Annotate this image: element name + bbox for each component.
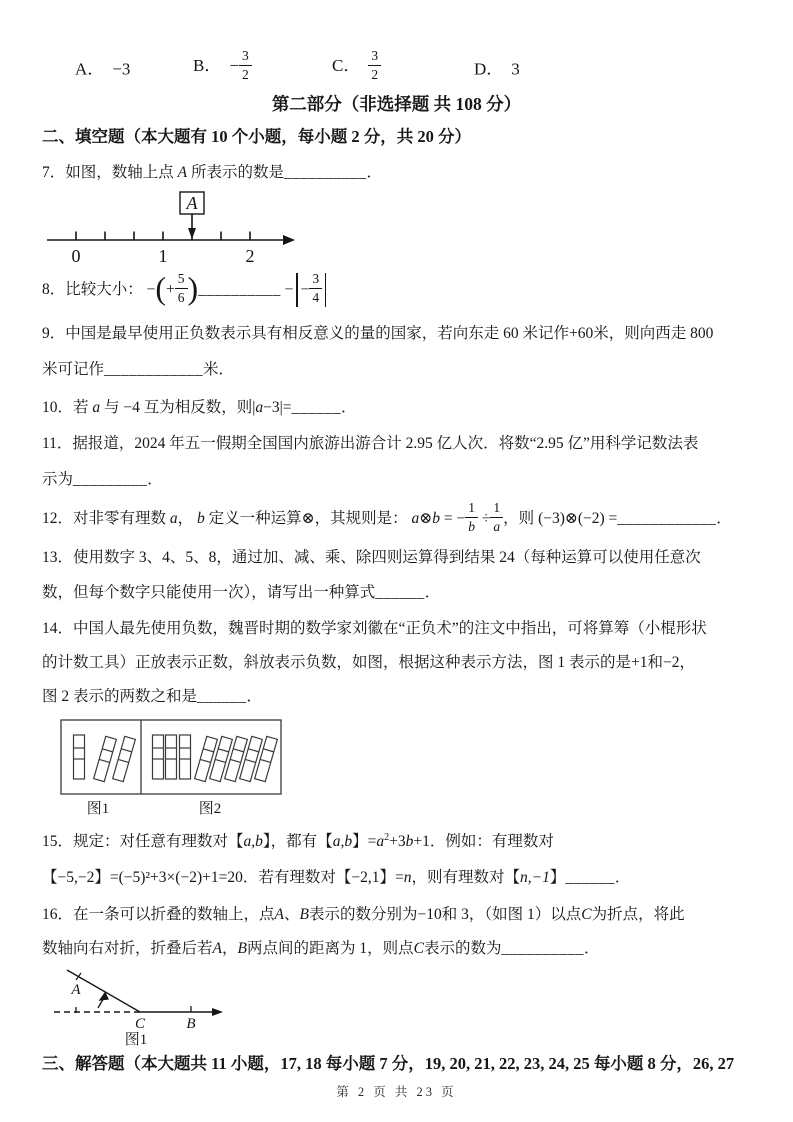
q16-fold-figure: [50, 966, 240, 1046]
q12-comma: ，: [177, 510, 194, 527]
answer-blank: ______: [375, 584, 425, 601]
q15-pair4: n,−1: [520, 869, 550, 887]
fig2-rods: [153, 735, 278, 782]
fraction-denominator: b: [468, 518, 476, 534]
q15-line1: [42, 820, 751, 860]
q12-end: ．: [716, 510, 732, 527]
q7-var-a: A: [177, 164, 188, 181]
q13-line2: [42, 575, 751, 610]
q12-pre: 12．对非零有理数: [42, 510, 167, 527]
q11-line2-post: ．: [147, 471, 163, 488]
question-15: [42, 820, 751, 896]
fold-figure-caption: 图1: [124, 1032, 148, 1047]
q14-end: ．: [246, 688, 263, 705]
answer-blank: __________: [198, 281, 281, 298]
q14-counting-rods-figure: [60, 718, 292, 816]
q15-pre: 15．规定：对任意有理数对: [42, 833, 229, 851]
part2-header: 第二部分（非选择题 共 108 分）: [271, 94, 522, 114]
abs-bar: [325, 273, 326, 307]
fraction-denominator: 6: [177, 289, 185, 305]
q16-dunhao: 、: [283, 906, 300, 924]
q16-line2-pre: 数轴向右对折，折叠后若: [42, 940, 213, 958]
bracket-open: 【: [317, 833, 333, 851]
axis-arrowhead-icon: [283, 235, 295, 245]
fig2-caption: 图2: [198, 801, 222, 816]
q15-eq1: =: [367, 833, 377, 851]
q16-mid1: 表示的数分别为−10和 3，（如图 1）以点: [308, 906, 582, 924]
q12-fraction-1-a: [490, 500, 503, 534]
q7-numberline-figure: [44, 190, 296, 268]
q12-lhs-a: a: [411, 510, 420, 527]
q15-formula-a: a: [376, 833, 385, 851]
tick-label-1: 1: [158, 246, 168, 266]
option-b-label: B．: [193, 55, 222, 75]
fraction-denominator: 4: [312, 289, 320, 305]
q15-exponent: 2: [384, 832, 390, 843]
bracket-open: 【: [228, 833, 244, 851]
tick-label-2: 2: [245, 246, 255, 266]
rods-outer-box: [61, 720, 281, 794]
q14-line3: [42, 680, 751, 714]
answer-blank: ____________: [617, 510, 717, 527]
q16-end1: 为折点，将此: [591, 906, 685, 924]
q16-end2: 表示的数为: [423, 940, 502, 958]
abs-bar: [296, 273, 297, 307]
q16-var-b2: B: [237, 940, 247, 958]
q9-line2-post: 米．: [203, 361, 235, 378]
q10-abs-rest: −3: [263, 399, 280, 416]
bracket-close: 】: [262, 833, 271, 851]
q15-eq2: =: [395, 869, 404, 887]
option-c-label: C．: [332, 55, 361, 75]
q9-line2: [42, 352, 751, 388]
q10-var-a: a: [92, 399, 101, 416]
q14-line1: 14．中国人最先使用负数，魏晋时期的数学家刘徽在“正负术”的注文中指出，可将算筹（小棍形状: [42, 620, 707, 637]
question-10: [42, 390, 751, 426]
option-b-sign: −: [229, 55, 239, 75]
q14-line3-pre: 图 2 表示的两数之和是: [42, 688, 198, 705]
q12-mid: ，则: [503, 510, 535, 527]
bracket-open: 【: [504, 869, 521, 887]
q16-line2: [42, 932, 751, 966]
answer-blank: _________: [73, 471, 148, 488]
abs-bar: |: [279, 399, 283, 416]
answer-blank: ______: [291, 399, 341, 416]
page-footer: 第 2 页 共 23 页: [336, 1085, 457, 1099]
question-8: 8．比较大小： −(+ $\frac{5}{6}$ )__________ − − $\frac{3}{4}$: [42, 268, 751, 312]
q16-comma: ，: [221, 940, 238, 958]
bracket-close: 】: [549, 869, 566, 887]
divide-operator: ÷: [481, 510, 491, 527]
q15-example-math: 【−5,−2】=(−5)²+3×(−2)+1=20: [42, 869, 243, 887]
question-13: [42, 540, 751, 610]
q12-eq: =: [443, 510, 453, 527]
q10-eq: =: [282, 399, 292, 416]
option-d: [474, 55, 520, 80]
option-c-fraction: [368, 48, 381, 82]
answer-blank: __________: [501, 940, 584, 958]
q8-fraction-3-4: [309, 271, 322, 305]
option-a-value: −3: [112, 59, 131, 79]
question-7-text: [42, 158, 751, 188]
q12-fraction-1-b: [465, 500, 478, 534]
fold-label-c: C: [134, 1016, 146, 1033]
bracket-close: 】: [379, 869, 396, 887]
q15-mid1: ，都有: [270, 833, 318, 851]
question-11: [42, 426, 751, 498]
fraction-numerator: 5: [175, 271, 188, 289]
q15-pair2: a,b: [332, 833, 353, 851]
option-a-label: A．: [75, 59, 105, 79]
q12-var-b: b: [197, 510, 205, 527]
answer-blank: ______: [197, 688, 247, 705]
q15-plus1: +1: [413, 833, 430, 851]
point-a-arrowhead-icon: [188, 228, 196, 239]
fraction-numerator: 1: [465, 500, 478, 518]
question-9: [42, 316, 751, 388]
answer-blank: __________: [284, 164, 367, 181]
q10-pre: 10．若: [42, 399, 89, 416]
q8-lead: 8．比较大小：: [42, 281, 143, 298]
q8-minus2: −: [284, 281, 294, 298]
q8-fraction-5-6: [175, 271, 188, 305]
mc-options-row: [42, 44, 751, 90]
q11-line1: 11．据报道，2024 年五一假期全国国内旅游出游合计 2.95 亿人次．将数“2.95 亿”用科学记数法表: [42, 435, 699, 452]
abs-bar: |: [252, 399, 256, 416]
q15-mid2: ．例如：有理数对: [429, 833, 554, 851]
question-12: [42, 498, 751, 540]
q13-line2-pre: 数，但每个数字只能使用一次），请写出一种算式: [42, 584, 376, 601]
q10-abs-a: a: [255, 399, 264, 416]
bracket-close: 】: [352, 833, 368, 851]
answer-blank: ______: [565, 869, 615, 887]
option-b: [193, 47, 252, 84]
fraction-numerator: 3: [368, 48, 381, 66]
option-b-fraction: [239, 48, 252, 82]
bracket-open: 【: [335, 869, 352, 887]
fig1-rods: [74, 735, 136, 782]
q14-line2: 的计数工具）正放表示正数，斜放表示负数，如图，根据这种表示方法，图 1 表示的是+1和−2，: [42, 654, 695, 671]
q15-mid3: ．若有理数对: [242, 869, 336, 887]
answer-blank: ____________: [104, 361, 204, 378]
q15-formula-b: b: [405, 833, 414, 851]
fraction-denominator: a: [493, 518, 501, 534]
q15-line2: [42, 860, 751, 896]
fraction-numerator: 3: [309, 271, 322, 289]
otimes-operator: ⊗: [419, 510, 433, 527]
q16-end: ．: [583, 940, 600, 958]
q15-var-n: n: [403, 869, 412, 887]
question-7: [42, 158, 751, 268]
q12-lhs-b: b: [432, 510, 441, 527]
q13-line1: 13．使用数字 3、4、5、8，通过加、减、乘、除四则运算得到结果 24（每种运算可以使用任意次: [42, 549, 701, 566]
q16-mid2: 两点间的距离为 1，则点: [246, 940, 414, 958]
q16-pre: 16．在一条可以折叠的数轴上，点: [42, 906, 275, 924]
q15-pair1: a,b: [243, 833, 263, 851]
point-a-tick: [76, 973, 81, 980]
option-d-label: D．: [474, 59, 504, 79]
tick-label-0: 0: [71, 246, 81, 266]
q16-var-b: B: [299, 906, 309, 924]
fraction-denominator: 2: [371, 66, 379, 82]
section3-header: 三、解答题（本大题共 11 小题，17, 18 每小题 7 分，19, 20, 21, 22, 23, 24, 25 每小题 8 分，26, 27: [42, 1054, 735, 1074]
question-16: [42, 898, 751, 1046]
q9-line2-pre: 米可记作: [42, 361, 105, 378]
section2-header: 二、填空题（本大题有 10 个小题，每小题 2 分，共 20 分）: [42, 127, 471, 146]
q9-line1: 9．中国是最早使用正负数表示具有相反意义的量的国家，若向东走 60 米记作+60米，则向西走 800: [42, 325, 714, 342]
option-d-value: 3: [511, 59, 520, 79]
q16-line1: [42, 898, 751, 932]
fold-label-a: A: [71, 982, 81, 999]
q7-end: ．: [366, 164, 383, 181]
q16-var-a: A: [274, 906, 284, 924]
q7-post: 所表示的数是: [190, 164, 284, 181]
q12-rhs: (−3)⊗(−2) =: [538, 510, 618, 527]
q11-line2-pre: 示为: [42, 471, 74, 488]
q12-var-a: a: [169, 510, 178, 527]
axis-arrowhead-icon: [212, 1008, 223, 1016]
q10-end: ．: [340, 399, 357, 416]
fraction-numerator: 1: [490, 500, 503, 518]
q11-line2: [42, 462, 751, 498]
q12-pre2: 定义一种运算⊗，其规则是：: [208, 510, 408, 527]
fold-label-b: B: [186, 1016, 196, 1033]
q15-pair3: −2,1: [351, 869, 380, 887]
q15-mid4: ，则有理数对: [411, 869, 505, 887]
fig1-caption: 图1: [86, 801, 110, 816]
fraction-numerator: 3: [239, 48, 252, 66]
fraction-denominator: 2: [241, 66, 249, 82]
q12-minus: −: [456, 510, 466, 527]
fold-direction-arrow-icon: [98, 993, 108, 1008]
q8-inner-minus: −: [300, 281, 310, 298]
q15-plus3: +3: [389, 833, 406, 851]
q15-end: ．: [614, 869, 631, 887]
q8-minus: −: [146, 281, 156, 298]
q16-var-a2: A: [212, 940, 222, 958]
q8-plus: +: [166, 281, 175, 298]
q13-end: ．: [424, 584, 441, 601]
question-14: [42, 612, 751, 816]
option-c: [332, 47, 381, 84]
q10-mid: 与 −4 互为相反数，则: [104, 399, 253, 416]
q7-pre: 7．如图，数轴上点: [42, 164, 174, 181]
point-a-label: A: [186, 193, 198, 213]
q16-var-c2: C: [413, 940, 424, 958]
numberline-axis: [47, 232, 283, 241]
option-a: [75, 55, 130, 80]
q16-var-c: C: [581, 906, 592, 924]
